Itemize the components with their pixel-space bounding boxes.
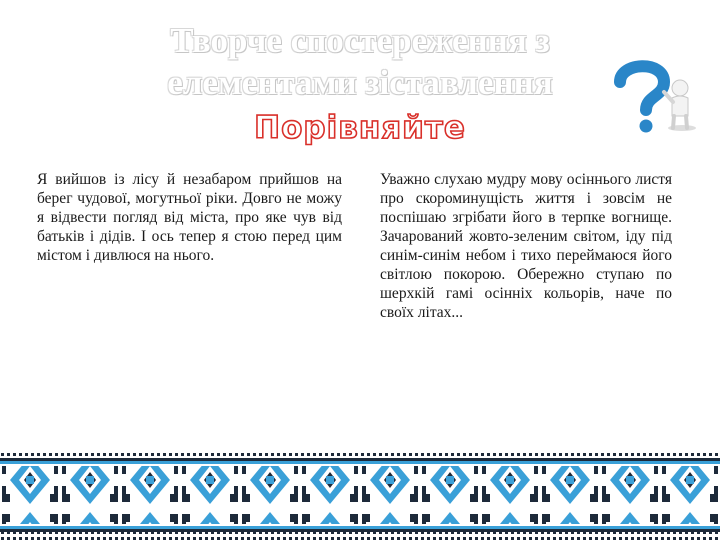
slide-title-line-1: Творче спостереження з	[170, 21, 550, 60]
slide-title	[100, 20, 620, 104]
slide-subtitle: Порівняйте	[254, 110, 466, 146]
slide-title-line-2: елементами зіставлення	[167, 63, 553, 102]
passage-left: Я вийшов із лісу й незабаром прийшов на берег чудової, могутньої ріки. Довго не можу я відвести погляд від міста, про яке чув від батьків і дідів. І ось тепер я стою перед цим містом і дивлюся на нього.	[37, 171, 342, 264]
question-mark-figure-icon	[606, 52, 698, 134]
embroidery-border	[0, 452, 720, 540]
passage-right: Уважно слухаю мудру мову осіннього листя про скороминущість життя і зовсім не поспішаю згрібати його в терпке вогнище. Зачарований жовто-зеленим світом, іду під синім-синім небом і тихо переймаюся його світлою покорою. Обережно ступаю по шерхкій гамі осінніх кольорів, наче по своїх літах...	[380, 171, 672, 321]
